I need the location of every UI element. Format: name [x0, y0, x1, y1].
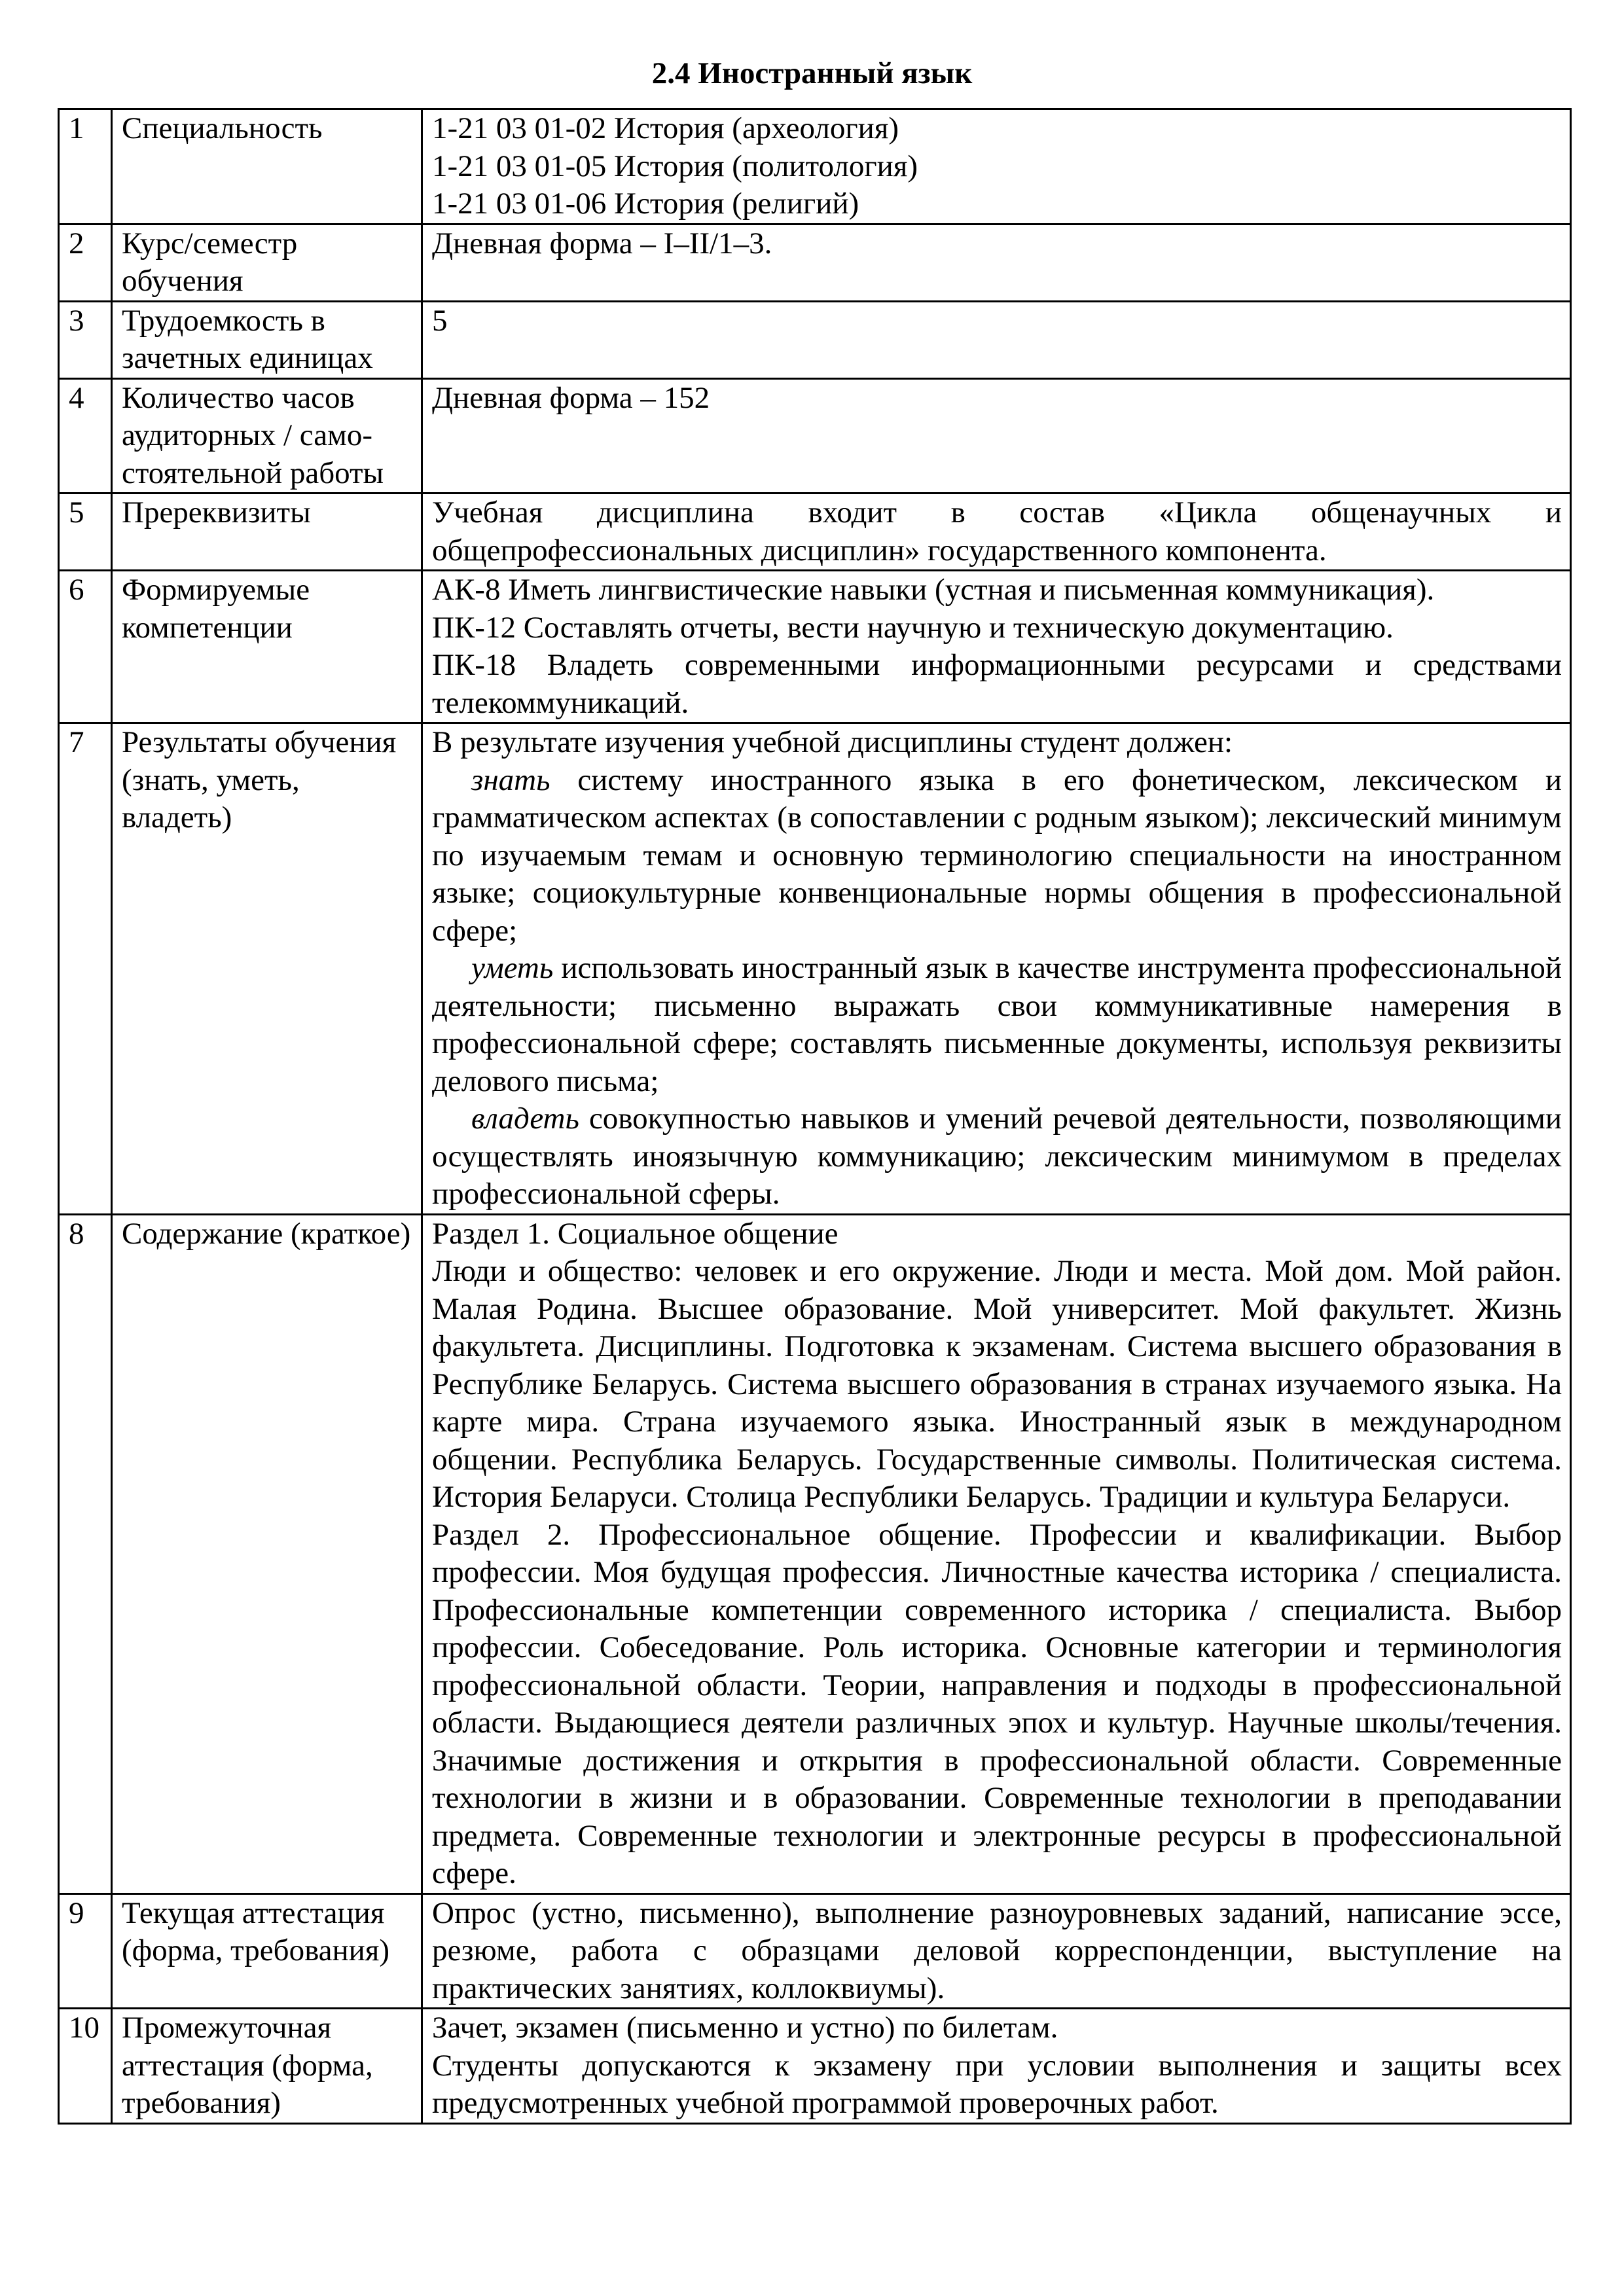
row-number: 6: [59, 571, 112, 723]
page-title: 2.4 Иностранный язык: [651, 56, 973, 90]
row-label: Количество часов аудиторных / само-стоятельной работы: [112, 378, 422, 493]
row-value: Дневная форма – 152: [422, 378, 1571, 493]
row-value: Опрос (устно, письменно), выполнение разноуровневых заданий, написание эссе, резюме, работа с образцами деловой корреспонденции, выступление на практических занятиях, коллоквиумы).: [422, 1893, 1571, 2009]
row-label: Результаты обучения (знать, уметь, владеть): [112, 723, 422, 1215]
table-row-current-assessment: [59, 1893, 1571, 2009]
content-paragraph: Раздел 2. Профессиональное общение. Профессии и квалификации. Выбор профессии. Моя будущая профессия. Личностные качества историка / специалиста. Профессиональные компетенции современного историка / специалиста. Выбор профессии. Собеседование. Роль историка. Основные категории и терминология профессиональной области. Теории, направления и подходы в профессиональной области. Выдающиеся деятели различных эпох и культур. Научные школы/течения. Значимые достижения и открытия в профессиональной области. Современные технологии в жизни и в образовании. Современные технологии в преподавании предмета. Современные технологии и электронные ресурсы в профессиональной сфере.: [432, 1517, 1562, 1890]
course-info-table: [58, 108, 1572, 2125]
row-label: Содержание (краткое): [112, 1214, 422, 1893]
table-row-credits: [59, 301, 1571, 378]
row-value: Учебная дисциплина входит в состав «Цикла общенаучных и общепрофессиональных дисциплин» государственного компонента.: [422, 493, 1571, 571]
row-value: [422, 1214, 1571, 1893]
outcome-item: [432, 1100, 1562, 1213]
row-label: Специальность: [112, 109, 422, 224]
table-row-competencies: [59, 571, 1571, 723]
row-label: Формируемые компетенции: [112, 571, 422, 723]
row-number: 8: [59, 1214, 112, 1893]
row-value: [422, 109, 1571, 224]
content-section-heading: Раздел 1. Социальное общение: [432, 1216, 839, 1251]
row-value: Дневная форма – I–II/1–3.: [422, 224, 1571, 301]
row-label: Промежуточная аттестация (форма, требования): [112, 2009, 422, 2124]
assessment-line: Студенты допускаются к экзамену при условии выполнения и защиты всех предусмотренных учебной программой проверочных работ.: [432, 2048, 1562, 2120]
row-value: 5: [422, 301, 1571, 378]
row-number: 7: [59, 723, 112, 1215]
specialty-line: 1-21 03 01-02 История (археология): [432, 111, 899, 145]
row-label: Пререквизиты: [112, 493, 422, 571]
row-number: 3: [59, 301, 112, 378]
row-label: Курс/семестр обучения: [112, 224, 422, 301]
table-row-course-semester: [59, 224, 1571, 301]
row-number: 9: [59, 1893, 112, 2009]
row-number: 10: [59, 2009, 112, 2124]
outcomes-intro: В результате изучения учебной дисциплины студент должен:: [432, 725, 1233, 759]
competency-item: АК-8 Иметь лингвистические навыки (устная и письменная коммуникация).: [432, 573, 1435, 607]
row-value: [422, 571, 1571, 723]
outcome-text: систему иностранного языка в его фонетическом, лексическом и грамматическом аспектах (в сопоставлении с родным языком); лексический минимум по изучаемым темам и основную терминологию специальности на иностранном языке; социокультурные конвенциональные нормы общения в профессиональной сфере;: [432, 762, 1562, 948]
table-row-interim-assessment: [59, 2009, 1571, 2124]
outcome-item: [432, 762, 1562, 950]
competency-item: ПК-18 Владеть современными информационными ресурсами и средствами телекоммуникаций.: [432, 648, 1562, 720]
row-number: 4: [59, 378, 112, 493]
row-number: 1: [59, 109, 112, 224]
row-value: [422, 2009, 1571, 2124]
competency-item: ПК-12 Составлять отчеты, вести научную и техническую документацию.: [432, 610, 1394, 645]
row-number: 2: [59, 224, 112, 301]
table-row-content: [59, 1214, 1571, 1893]
outcome-text: использовать иностранный язык в качестве инструмента профессиональной деятельности; письменно выражать свои коммуникативные намерения в профессиональной сфере; составлять письменные документы, используя реквизиты делового письма;: [432, 951, 1562, 1098]
content-paragraph: Люди и общество: человек и его окружение. Люди и места. Мой дом. Мой район. Малая Родина. Высшее образование. Мой университет. Мой факультет. Жизнь факультета. Дисциплины. Подготовка к экзаменам. Система высшего образования в Республике Беларусь. Система высшего образования в странах изучаемого языка. На карте мира. Страна изучаемого языка. Иностранный язык в международном общении. Республика Беларусь. Государственные символы. Политическая система. История Беларуси. Столица Республики Беларусь. Традиции и культура Беларуси.: [432, 1254, 1562, 1514]
table-row-prerequisites: [59, 493, 1571, 571]
outcome-term: уметь: [471, 951, 554, 985]
table-row-learning-outcomes: [59, 723, 1571, 1215]
outcome-text: совокупностью навыков и умений речевой деятельности, позволяющими осуществлять иноязычную коммуникацию; лексическим минимумом в пределах профессиональной сферы.: [432, 1102, 1562, 1211]
assessment-line: Зачет, экзамен (письменно и устно) по билетам.: [432, 2011, 1058, 2045]
row-label: Текущая аттестация (форма, требования): [112, 1893, 422, 2009]
outcome-term: знать: [471, 762, 550, 797]
row-label: Трудоемкость в зачетных единицах: [112, 301, 422, 378]
table-row-specialty: [59, 109, 1571, 224]
outcome-term: владеть: [471, 1102, 579, 1136]
table-row-hours: [59, 378, 1571, 493]
row-value: [422, 723, 1571, 1215]
specialty-line: 1-21 03 01-05 История (политология): [432, 149, 918, 183]
outcome-item: [432, 950, 1562, 1100]
row-number: 5: [59, 493, 112, 571]
specialty-line: 1-21 03 01-06 История (религий): [432, 187, 859, 221]
